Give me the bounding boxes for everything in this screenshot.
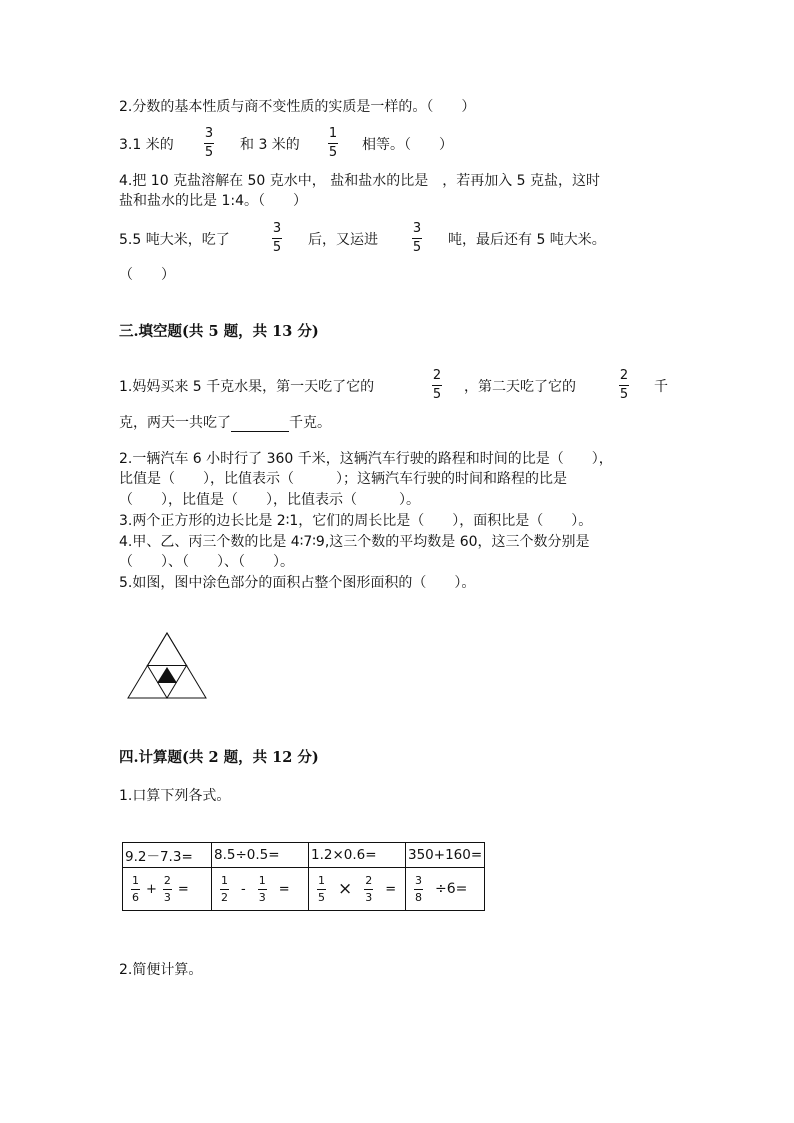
judge-q5-b: 后，又运进 xyxy=(308,232,378,248)
fill-q5: 5.如图，图中涂色部分的面积占整个图形面积的（ ）。 xyxy=(119,575,476,591)
fraction: 2 5 xyxy=(619,368,629,402)
shaded-triangle xyxy=(157,667,177,683)
fill-q4-line1: 4.甲、乙、丙三个数的比是 4∶7∶9,这三个数的平均数是 60，这三个数分别是 xyxy=(119,534,590,550)
fill-q1-line2-b: 千克。 xyxy=(289,415,331,431)
fraction: $\frac{1}{6}$ xyxy=(132,873,139,904)
fill-q2-line3: （ ），比值是（ ），比值表示（ ）。 xyxy=(119,492,420,508)
judge-q5-a: 5.5 吨大米，吃了 xyxy=(119,232,230,248)
judge-q4-line2: 盐和盐水的比是 1:4。（ ） xyxy=(119,193,307,209)
fraction: $\frac{1}{5}$ xyxy=(318,873,325,904)
calc-cell: 350+160= xyxy=(406,843,485,868)
oral-calc-table xyxy=(122,842,485,911)
judge-q4-line1: 4.把 10 克盐溶解在 50 克水中， 盐和盐水的比是 ，若再加入 5 克盐，这时 xyxy=(119,173,601,189)
fill-q1-b: ，第二天吃了它的 xyxy=(464,379,576,395)
fraction: 3 5 xyxy=(272,221,282,255)
table-row xyxy=(123,868,485,911)
calc-q1: 1.口算下列各式。 xyxy=(119,788,231,804)
fill-q1-a: 1.妈妈买来 5 千克水果，第一天吃了它的 xyxy=(119,379,375,395)
fill-q2-line2: 比值是（ ），比值表示（ ）；这辆汽车行驶的时间和路程的比是 xyxy=(119,471,567,487)
section-heading-fill: 三.填空题(共 5 题，共 13 分) xyxy=(119,323,319,340)
fraction: 3 5 xyxy=(412,221,422,255)
fraction: 3 5 xyxy=(204,126,214,160)
section-heading-calc: 四.计算题(共 2 题，共 12 分) xyxy=(119,749,319,766)
judge-q3-a: 3.1 米的 xyxy=(119,137,174,153)
judge-q5-c: 吨，最后还有 5 吨大米。 xyxy=(448,232,606,248)
calc-cell: $\frac{3}{8}$ ÷6= xyxy=(406,868,485,911)
calc-cell: $\frac{1}{5}$ × $\frac{2}{3}$ = xyxy=(309,868,406,911)
fraction: 2 5 xyxy=(432,368,442,402)
calc-cell: 9.2－7.3= xyxy=(123,843,212,868)
fill-q3: 3.两个正方形的边长比是 2∶1，它们的周长比是（ ），面积比是（ ）。 xyxy=(119,513,593,529)
answer-blank[interactable] xyxy=(231,417,289,432)
top-triangle xyxy=(148,633,187,666)
calc-cell: $\frac{1}{6}$ + $\frac{2}{3}$ = xyxy=(123,868,212,911)
calc-cell: 1.2×0.6= xyxy=(309,843,406,868)
fraction: $\frac{2}{3}$ xyxy=(163,873,171,904)
fill-q2-line1: 2.一辆汽车 6 小时行了 360 千米，这辆汽车行驶的路程和时间的比是（ ）， xyxy=(119,451,613,467)
judge-q3-b: 和 3 米的 xyxy=(240,137,300,153)
fill-q1-line2-a: 克，两天一共吃了 xyxy=(119,415,231,431)
judge-q5-line2: （ ） xyxy=(119,267,175,283)
fraction: 1 5 xyxy=(328,126,338,160)
calc-cell: $\frac{1}{2}$ - $\frac{1}{3}$ = xyxy=(212,868,309,911)
calc-cell: 8.5÷0.5= xyxy=(212,843,309,868)
judge-q2: 2.分数的基本性质与商不变性质的实质是一样的。（ ） xyxy=(119,99,476,115)
fill-q1-c: 千 xyxy=(654,379,668,395)
table-row xyxy=(123,843,485,868)
fill-q4-line2: （ ）、（ ）、（ ）。 xyxy=(119,554,294,570)
calc-q2: 2.简便计算。 xyxy=(119,962,203,978)
fill-q1-line2 xyxy=(119,414,331,432)
fraction: $\frac{3}{8}$ xyxy=(415,873,422,904)
judge-q3-c: 相等。（ ） xyxy=(362,137,453,153)
fraction: $\frac{1}{3}$ xyxy=(258,873,266,904)
fraction: $\frac{2}{3}$ xyxy=(365,873,373,904)
triangle-figure xyxy=(126,632,208,700)
fraction: $\frac{1}{2}$ xyxy=(221,873,228,904)
